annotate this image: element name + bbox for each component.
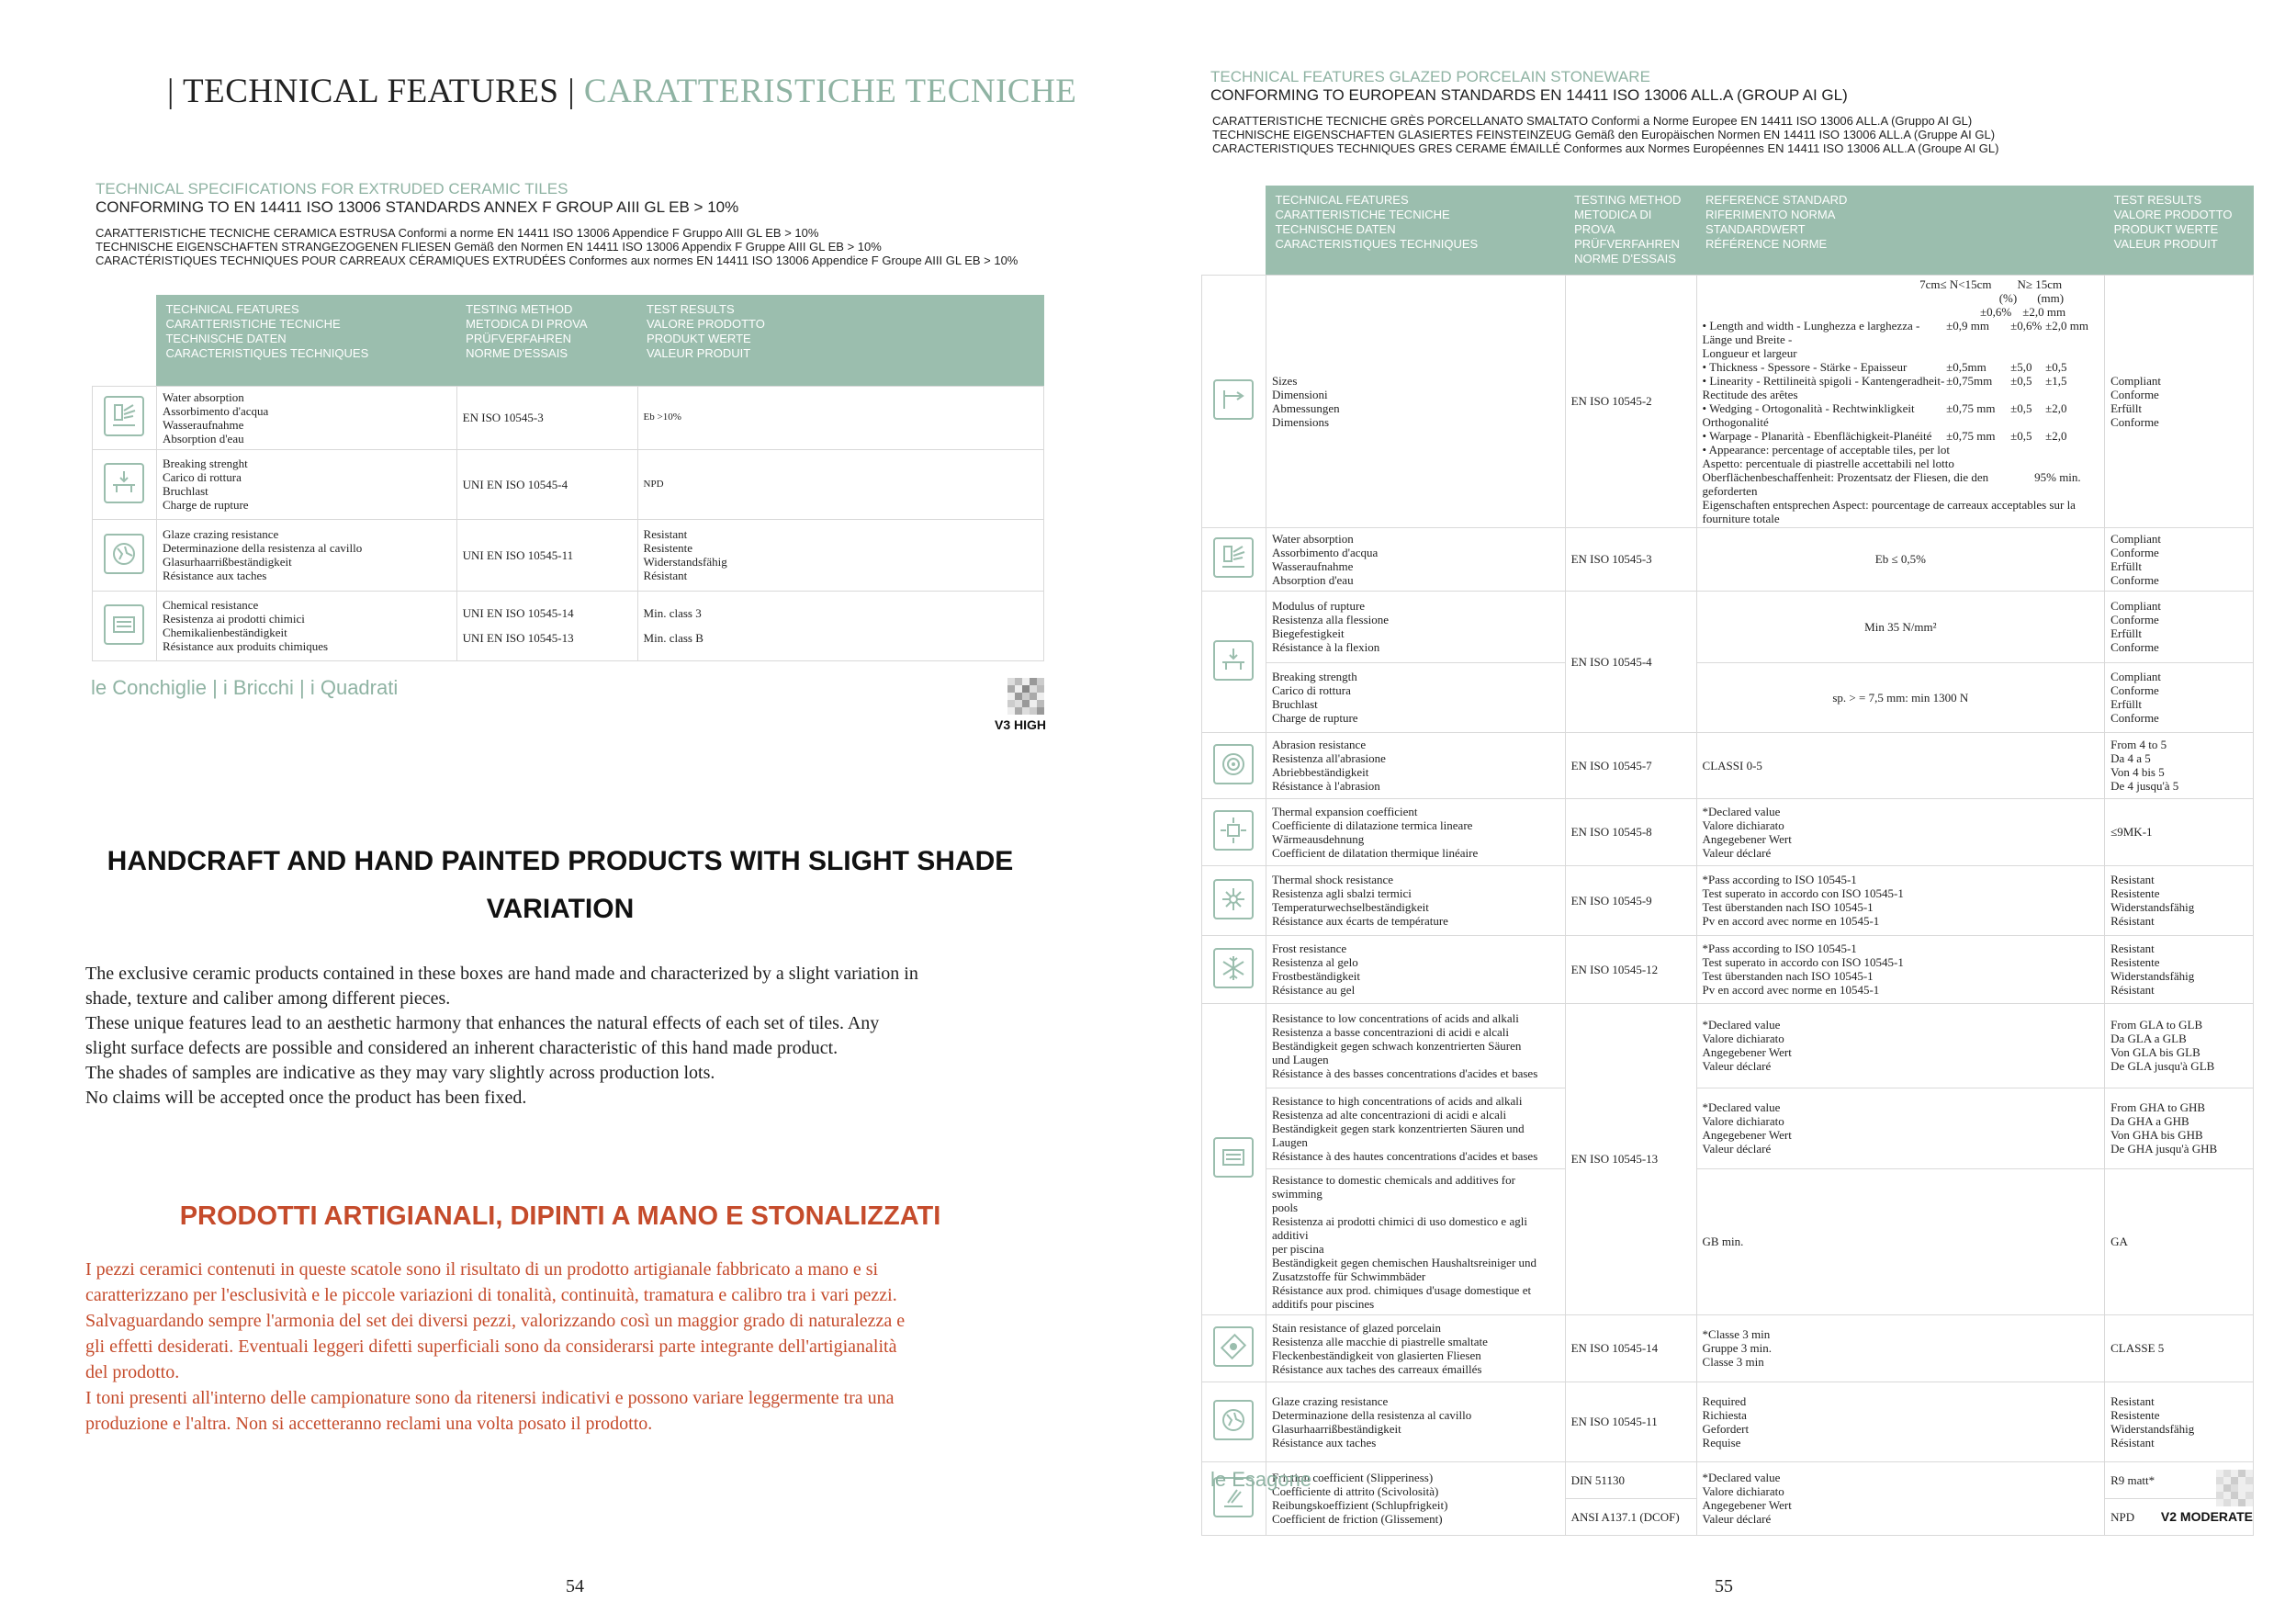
table-row: Stain resistance of glazed porcelain Resistenza alle macchie di piastrelle smaltate Fleckenbeständigkeit von glasierten Fliesen Résistance aux taches des carreaux émaillés EN ISO 10545-14 *Classe 3 min Gruppe 3 min. Classe 3 min CLASSE 5: [1202, 1314, 2254, 1382]
chemical-resistance-icon: [1213, 1137, 1254, 1178]
table-row: Thermal expansion coefficient Coefficiente di dilatazione termica lineare Wärmeausdehnung Coefficient de dilatation thermique linéaire EN ISO 10545-8 *Declared value Valore dichiarato Angegebener Wert Valeur déclaré ≤9MK-1: [1202, 798, 2254, 865]
right-tech-table: [1201, 186, 2254, 1536]
glaze-crazing-icon: [1213, 1400, 1254, 1440]
table-row: Resistance to low concentrations of acids and alkali Resistenza a basse concentrazioni di acidi e alcali Beständigkeit gegen schwach konzentrierten Säuren und Laugen Résistance à des basses concentrations d'acides et bases EN ISO 10545-13 *Declared value Valore dichiarato Angegebener Wert Valeur déclaré From GLA to GLB Da GLA a GLB Von GLA bis GLB De GLA jusqu'à GLB: [1202, 1003, 2254, 1088]
page-number: 54: [566, 1576, 584, 1596]
table-row: Frost resistance Resistenza al gelo Frostbeständigkeit Résistance au gel EN ISO 10545-12 *Pass according to ISO 10545-1 Test superato in accordo con ISO 10545-1 Test überstanden nach ISO 10545-1 Pv en accord avec norme en 10545-1 Resistant Resistente Widerstandsfähig Résistant: [1202, 935, 2254, 1003]
header-blank: [1202, 186, 1266, 275]
thermal-expansion-icon: [1213, 810, 1254, 851]
breaking-strength-icon: [104, 463, 144, 503]
sizes-icon: [1213, 379, 1254, 420]
table-row: Resistance to domestic chemicals and additives for swimming pools Resistenza ai prodotti chimici di uso domestico e agli additivi per piscina Beständigkeit gegen chemischen Haushaltsreiniger und Zusatzstoffe für Schwimmbäder Résistance aux prod. chimiques d'usage domestique et additifs pour piscines GB min. GA: [1202, 1168, 2254, 1314]
thermal-shock-icon: [1213, 879, 1254, 919]
table-row: Thermal shock resistance Resistenza agli sbalzi termici Temperaturwechselbeständigkeit Résistance aux écarts de température EN ISO 10545-9 *Pass according to ISO 10545-1 Test superato in accordo con ISO 10545-1 Test überstanden nach ISO 10545-1 Pv en accord avec norme en 10545-1 Resistant Resistente Widerstandsfähig Résistant: [1202, 865, 2254, 935]
variation-pattern-icon: [1007, 678, 1044, 715]
handcraft-title: HANDCRAFT AND HAND PAINTED PRODUCTS WITH SLIGHT SHADE VARIATION: [107, 846, 1014, 924]
table-row: Chemical resistance Resistenza ai prodotti chimici Chemikalienbeständigkeit Résistance aux produits chimiques UNI EN ISO 10545-14 UNI EN ISO 10545-13 Min. class 3 Min. class B: [93, 591, 1044, 660]
header-method: TESTING METHOD METODICA DI PROVA PRÜFVERFAHREN NORME D'ESSAIS: [456, 295, 637, 386]
header-results: TEST RESULTS VALORE PRODOTTO PRODUKT WERTE VALEUR PRODUIT: [2105, 186, 2254, 275]
spec-heading: TECHNICAL SPECIFICATIONS FOR EXTRUDED CERAMIC TILES: [96, 180, 568, 197]
header-features: TECHNICAL FEATURES CARATTERISTICHE TECNICHE TECHNISCHE DATEN CARACTERISTIQUES TECHNIQUES: [156, 295, 456, 386]
page-number: 55: [1715, 1576, 1733, 1596]
spec-line: TECHNISCHE EIGENSCHAFTEN GLASIERTES FEINSTEINZEUG Gemäß den Europäischen Normen EN 14411 ISO 13006 ALL.A (Gruppe AI GL): [1212, 128, 1996, 141]
spec-line: CARACTÉRISTIQUES TECHNIQUES POUR CARREAUX CÉRAMIQUES EXTRUDÉES Conformes aux normes EN 14411 ISO 13006 Appendice F Groupe AIII GL EB > 10%: [96, 254, 1019, 267]
water-absorption-icon: [1213, 537, 1254, 578]
header-method: TESTING METHOD METODICA DI PROVA PRÜFVERFAHREN NORME D'ESSAIS: [1565, 186, 1696, 275]
table-row: Resistance to high concentrations of acids and alkali Resistenza ad alte concentrazioni di acidi e alcali Beständigkeit gegen stark konzentrierten Säuren und Laugen Résistance à des hautes concentrations d'acides et bases *Declared value Valore dichiarato Angegebener Wert Valeur déclaré From GHA to GHB Da GHA a GHB Von GHA bis GHB De GHA jusqu'à GHB: [1202, 1088, 2254, 1168]
right-heading: TECHNICAL FEATURES GLAZED PORCELAIN STONEWARE: [1210, 68, 1650, 85]
left-tech-table: [92, 295, 1044, 661]
header-blank: [93, 295, 157, 386]
modulus-rupture-icon: [1213, 640, 1254, 681]
right-conform: CONFORMING TO EUROPEAN STANDARDS EN 14411 ISO 13006 ALL.A (GROUP AI GL): [1210, 86, 1848, 104]
header-features: TECHNICAL FEATURES CARATTERISTICHE TECNICHE TECHNISCHE DATEN CARACTERISTIQUES TECHNIQUES: [1266, 186, 1565, 275]
water-absorption-icon: [104, 396, 144, 436]
handcraft-text: The exclusive ceramic products contained in these boxes are hand made and characterized by a slight variation in shade, texture and caliber among different pieces. These unique features lead to an aesthetic harmony that enhances the natural effects of each set of tiles. Any slight surface defects are possible and considered an inherent characteristic of this hand made product. The shades of samples are indicative as they may vary slightly across production lots. No claims will be accepted once the product has been fixed.: [85, 964, 918, 1108]
stain-resistance-icon: [1213, 1326, 1254, 1367]
spec-line: CARACTERISTIQUES TECHNIQUES GRES CERAME ÉMAILLÉ Conformes aux Normes Européennes EN 14411 ISO 13006 ALL.A (Groupe AI GL): [1212, 141, 1999, 155]
table-row: Glaze crazing resistance Determinazione della resistenza al cavillo Glasurhaarrißbeständigkeit Résistance aux taches UNI EN ISO 10545-11 Resistant Resistente Widerstandsfähig Résistant: [93, 519, 1044, 591]
italian-title: PRODOTTI ARTIGIANALI, DIPINTI A MANO E STONALIZZATI: [179, 1201, 941, 1231]
spec-line: TECHNISCHE EIGENSCHAFTEN STRANGEZOGENEN FLIESEN Gemäß den Normen EN 14411 ISO 13006 Appendix F Gruppe AIII GL EB > 10%: [96, 240, 882, 254]
table-row: Water absorption Assorbimento d'acqua Wasseraufnahme Absorption d'eau EN ISO 10545-3 Eb ≤ 0,5% Compliant Conforme Erfüllt Conforme: [1202, 527, 2254, 591]
table-row: Sizes Dimensioni Abmessungen Dimensions EN ISO 10545-2 7cm≤ N<15cm N≥ 15cm (%) (mm) ±0,6% ±2,0 mm • Length and width - Lunghezza e larghezza - Länge und Breite - ±0,9 mm ±0,6% ±2,0 mm Longueur et largeur • Thickness - Spessore - Stärke - Epaisseur ±0,5mm ±5,0 ±0,5 • Linearity - Rettilineità spigoli - Kantengeradheit- ±0,75mm ±0,5 ±1,5 Rectitude des arêtes • Wedging - Ortogonalità - Rechtwinkligkeit ±0,75 mm ±0,5 ±2,0 Orthogonalité • Warpage - Planarità - Ebenflächigkeit-Planéité ±0,75 mm ±0,5 ±2,0 • Appearance: percentage of acceptable tiles, per lot Aspetto: percentuale di piastrelle accettabili nel lotto Oberflächenbeschaffenheit: Prozentsatz der Fliesen, die den geforderten 95% min. Eigenschaften entsprechen Aspect: pourcentage de carreaux acceptables sur la fourniture totale Compliant Conforme Erfüllt Conforme: [1202, 275, 2254, 527]
right-lines: [1212, 114, 1998, 155]
table-row: Glaze crazing resistance Determinazione della resistenza al cavillo Glasurhaarrißbeständigkeit Résistance aux taches EN ISO 10545-11 Required Richiesta Gefordert Requise Resistant Resistente Widerstandsfähig Résistant: [1202, 1382, 2254, 1461]
variation-pattern-icon: [2216, 1470, 2253, 1506]
table-row: ANSI A137.1 (DCOF) NPD: [1202, 1498, 2254, 1535]
page-title: | TECHNICAL FEATURES | CARATTERISTICHE TECNICHE: [167, 73, 1077, 110]
table-row: Modulus of rupture Resistenza alla flessione Biegefestigkeit Résistance à la flexion EN ISO 10545-4 Min 35 N/mm² Compliant Conforme Erfüllt Conforme: [1202, 591, 2254, 662]
header-reference: REFERENCE STANDARD RIFERIMENTO NORMA STANDARDWERT RÉFÉRENCE NORME: [1696, 186, 2105, 275]
frost-icon: [1213, 948, 1254, 988]
table-row: Water absorption Assorbimento d'acqua Wasseraufnahme Absorption d'eau EN ISO 10545-3 Eb >10%: [93, 386, 1044, 449]
variation-label: V2 MODERATE: [2160, 1509, 2253, 1524]
table-row: Abrasion resistance Resistenza all'abrasione Abriebbeständigkeit Résistance à l'abrasion EN ISO 10545-7 CLASSI 0-5 From 4 to 5 Da 4 a 5 Von 4 bis 5 De 4 jusqu'à 5: [1202, 732, 2254, 798]
italian-text: I pezzi ceramici contenuti in queste scatole sono il risultato di un prodotto artigianale fabbricato a mano e si caratterizzano per l'esclusività e le piccole variazioni di tonalità, continuità, tramatura e calibro tra i vari pezzi. Salvaguardando sempre l'armonia del set dei diversi pezzi, valorizzando così un maggior grado di naturalezza e gli effetti desiderati. Eventuali leggeri difetti superficiali sono da considerarsi parte integrante dell'artigianalità del prodotto. I toni presenti all'interno delle campionature sono da ritenersi indicativi e possono variare leggermente tra una produzione e l'altra. Non si accetteranno reclami una volta posato il prodotto.: [85, 1259, 906, 1434]
brand-collection: le Esagone: [1210, 1468, 1312, 1491]
header-results: TEST RESULTS VALORE PRODOTTO PRODUKT WERTE VALEUR PRODUIT: [637, 295, 1043, 386]
spec-conform: CONFORMING TO EN 14411 ISO 13006 STANDARDS ANNEX F GROUP AIII GL EB > 10%: [96, 198, 739, 216]
table-row: Friction coefficient (Slipperiness) Coefficiente di attrito (Scivolosità) Reibungskoeffizient (Schlupfrigkeit) Coefficient de friction (Glissement) DIN 51130 *Declared value Valore dichiarato Angegebener Wert Valeur déclaré R9 matt*: [1202, 1461, 2254, 1498]
table-row: Breaking strength Carico di rottura Bruchlast Charge de rupture sp. > = 7,5 mm: min 1300 N Compliant Conforme Erfüllt Conforme: [1202, 662, 2254, 732]
chemical-resistance-icon: [104, 604, 144, 645]
glaze-crazing-icon: [104, 534, 144, 574]
spec-line: CARATTERISTICHE TECNICHE GRÈS PORCELLANATO SMALTATO Conformi a Norme Europee EN 14411 ISO 13006 ALL.A (Gruppo AI GL): [1212, 114, 1973, 128]
variation-label: V3 HIGH: [994, 717, 1046, 732]
brand-collection: le Conchiglie | i Bricchi | i Quadrati: [91, 676, 399, 699]
spec-lines: [96, 226, 1018, 267]
abrasion-icon: [1213, 744, 1254, 784]
spec-line: CARATTERISTICHE TECNICHE CERAMICA ESTRUSA Conformi a norme EN 14411 ISO 13006 Appendice F Gruppo AIII GL EB > 10%: [96, 226, 819, 240]
table-row: Breaking strenght Carico di rottura Bruchlast Charge de rupture UNI EN ISO 10545-4 NPD: [93, 449, 1044, 519]
